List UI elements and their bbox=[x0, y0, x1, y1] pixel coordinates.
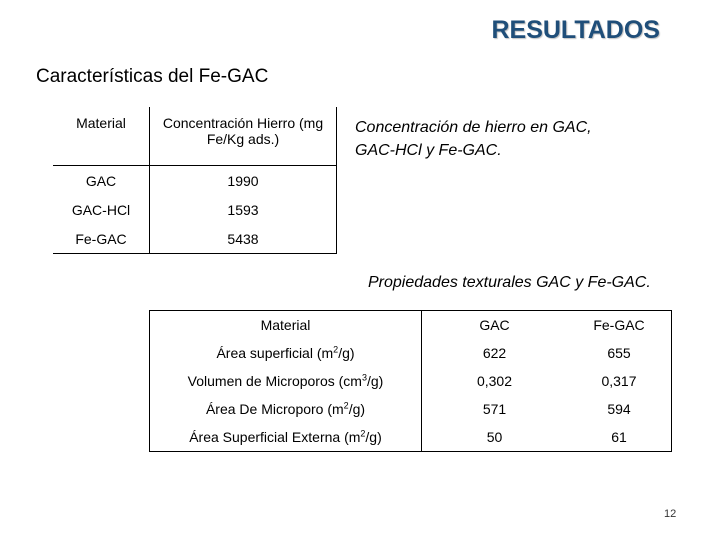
slide-title: RESULTADOS bbox=[491, 16, 660, 44]
table-cell: GAC bbox=[53, 166, 150, 196]
label-text-end: /g) bbox=[348, 401, 366, 417]
unit-exponent: 2 bbox=[360, 428, 366, 439]
row-label bbox=[150, 339, 422, 367]
label-text: Volumen de Microporos (cm bbox=[187, 373, 362, 389]
unit-exponent: 3 bbox=[361, 372, 367, 383]
table-cell: 655 bbox=[607, 345, 631, 361]
row-label bbox=[150, 367, 422, 395]
table-header-row bbox=[150, 311, 672, 340]
table-cell: 50 bbox=[486, 429, 503, 445]
table-cell: 622 bbox=[482, 345, 507, 361]
header-cell-material: Material bbox=[53, 107, 150, 166]
header-cell-iron-concentration: Concentración Hierro (mg Fe/Kg ads.) bbox=[150, 107, 337, 166]
table-cell: 571 bbox=[482, 401, 507, 417]
unit-exponent: 2 bbox=[333, 344, 339, 355]
label-text: Área De Microporo (m bbox=[205, 401, 344, 417]
label-text: Área superficial (m bbox=[216, 345, 334, 361]
page-number: 12 bbox=[664, 508, 677, 520]
header-cell-material: Material bbox=[150, 311, 422, 340]
header-cell-gac: GAC bbox=[479, 317, 510, 333]
table-cell: 0,302 bbox=[476, 373, 513, 389]
table-cell: 61 bbox=[611, 429, 627, 445]
table-row bbox=[150, 395, 672, 423]
label-text-end: /g) bbox=[365, 429, 382, 445]
label-text: Área Superficial Externa (m bbox=[189, 429, 361, 445]
unit-exponent: 2 bbox=[343, 400, 349, 411]
table-cell: GAC-HCl bbox=[53, 195, 150, 224]
iron-concentration-table bbox=[53, 107, 337, 254]
table-cell: 0,317 bbox=[601, 373, 637, 389]
table-row bbox=[150, 339, 672, 367]
row-label bbox=[150, 395, 422, 423]
iron-table-caption: Concentración de hierro en GAC, GAC-HCl y Fe-GAC. bbox=[355, 119, 592, 159]
table-row bbox=[53, 166, 337, 196]
table-cell: 594 bbox=[607, 401, 631, 417]
row-label bbox=[150, 423, 422, 452]
table-cell: 1593 bbox=[150, 195, 337, 224]
table-header-row bbox=[53, 107, 337, 166]
table-cell: 5438 bbox=[150, 224, 337, 254]
table-row bbox=[150, 367, 672, 395]
table-row bbox=[150, 423, 672, 452]
texture-table-caption: Propiedades texturales GAC y Fe-GAC. bbox=[368, 274, 651, 291]
label-text-end: /g) bbox=[366, 373, 384, 389]
table-row bbox=[53, 224, 337, 254]
header-cell-fe-gac: Fe-GAC bbox=[593, 317, 645, 333]
table-cell: Fe-GAC bbox=[53, 224, 150, 254]
textural-properties-table bbox=[149, 310, 672, 452]
table-row bbox=[53, 195, 337, 224]
label-text-end: /g) bbox=[338, 345, 355, 361]
table-cell: 1990 bbox=[150, 166, 337, 196]
section-heading: Características del Fe-GAC bbox=[36, 66, 269, 87]
